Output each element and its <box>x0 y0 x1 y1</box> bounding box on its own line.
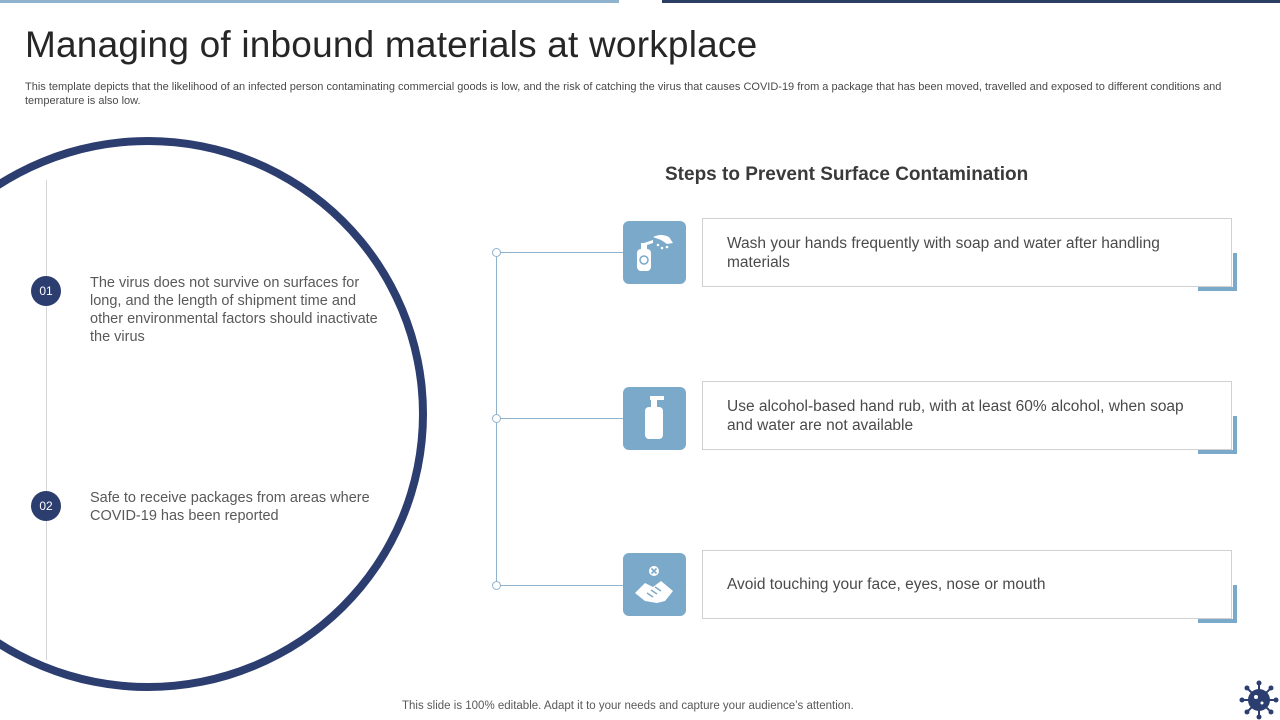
steps-connector-line <box>496 418 624 419</box>
steps-connector-line <box>496 252 624 253</box>
step-text: Wash your hands frequently with soap and water after handling materials <box>727 234 1160 271</box>
step-card <box>702 550 1232 619</box>
left-timeline-line <box>46 180 47 660</box>
step-text: Use alcohol-based hand rub, with at least 60% alcohol, when soap and water are not available <box>727 397 1184 434</box>
step-card <box>702 381 1232 450</box>
point-number-badge: 01 <box>31 276 61 306</box>
connector-dot <box>492 581 501 590</box>
steps-connector-line <box>496 585 624 586</box>
step-icon-tile <box>623 553 686 616</box>
step-icon-tile <box>623 387 686 450</box>
step-icon-tile <box>623 221 686 284</box>
step-card <box>702 218 1232 287</box>
steps-heading: Steps to Prevent Surface Contamination <box>665 164 1029 185</box>
virus-icon <box>1238 680 1280 720</box>
point-text: Safe to receive packages from areas where COVID-19 has been reported <box>90 490 370 524</box>
point-text: The virus does not survive on surfaces for long, and the length of shipment time and other environmental factors should inactivate the virus <box>90 275 378 345</box>
point-number-badge: 02 <box>31 491 61 521</box>
sanitizer-bottle-icon <box>623 387 686 450</box>
connector-dot <box>492 248 501 257</box>
card-corner-accent <box>1198 619 1237 623</box>
top-accent-bar-left <box>0 0 619 3</box>
page-subtitle: This template depicts that the likelihood of an infected person contaminating commercial goods is low, and the risk of catching the virus that causes COVID-19 from a package that has been moved, travelled and exposed to different conditions and temperature is also low. <box>25 81 1222 107</box>
decorative-circle <box>0 137 427 691</box>
card-corner-accent <box>1198 450 1237 454</box>
card-corner-accent <box>1198 287 1237 291</box>
page-title: Managing of inbound materials at workplace <box>25 24 758 65</box>
top-accent-bar-right <box>662 0 1280 3</box>
connector-dot <box>492 414 501 423</box>
footer-note: This slide is 100% editable. Adapt it to your needs and capture your audience’s attention. <box>402 700 854 712</box>
hand-wash-soap-icon <box>623 221 686 284</box>
no-handshake-icon <box>623 553 686 616</box>
card-corner-accent <box>1233 416 1237 454</box>
card-corner-accent <box>1233 585 1237 623</box>
card-corner-accent <box>1233 253 1237 291</box>
step-text: Avoid touching your face, eyes, nose or mouth <box>727 576 1046 593</box>
